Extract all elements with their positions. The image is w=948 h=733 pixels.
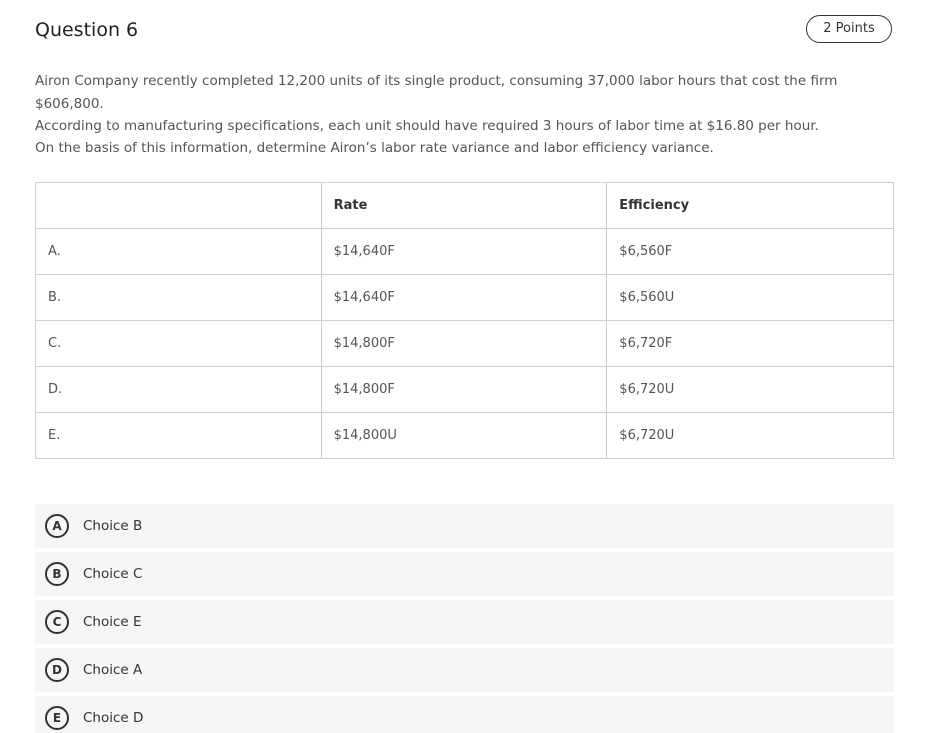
table-header-label (36, 183, 322, 229)
row-label: C. (36, 321, 322, 367)
question-title: Question 6 (35, 19, 139, 41)
efficiency-cell: $6,560U (607, 275, 894, 321)
choice-label: Choice E (83, 614, 142, 630)
row-label: D. (36, 367, 322, 413)
rate-cell: $14,640F (321, 275, 607, 321)
question-instruction: On the basis of this information, determine Airon’s labor rate variance and labor efficiency variance. (35, 140, 714, 156)
answer-table (35, 182, 894, 459)
efficiency-cell: $6,720U (607, 367, 894, 413)
rate-cell: $14,800F (321, 367, 607, 413)
rate-cell: $14,640F (321, 229, 607, 275)
table-row (36, 367, 894, 413)
rate-cell: $14,800U (321, 413, 607, 459)
answer-choices (35, 504, 894, 733)
choice-option-e[interactable] (35, 696, 894, 733)
table-row (36, 229, 894, 275)
table-header-rate: Rate (321, 183, 607, 229)
efficiency-cell: $6,720U (607, 413, 894, 459)
efficiency-cell: $6,720F (607, 321, 894, 367)
prompt-line-2: According to manufacturing specifications, each unit should have required 3 hours of labor time at $16.80 per hour. (35, 118, 819, 134)
choice-letter-badge: E (45, 706, 69, 730)
table-header-row (36, 183, 894, 229)
table-row (36, 275, 894, 321)
choice-label: Choice D (83, 710, 144, 726)
choice-option-d[interactable] (35, 648, 894, 692)
table-header-efficiency: Efficiency (607, 183, 894, 229)
choice-letter-badge: C (45, 610, 69, 634)
choice-option-c[interactable] (35, 600, 894, 644)
row-label: E. (36, 413, 322, 459)
choice-option-a[interactable] (35, 504, 894, 548)
row-label: B. (36, 275, 322, 321)
choice-label: Choice B (83, 518, 143, 534)
efficiency-cell: $6,560F (607, 229, 894, 275)
table-row (36, 321, 894, 367)
choice-label: Choice A (83, 662, 143, 678)
choice-letter-badge: A (45, 514, 69, 538)
choice-letter-badge: D (45, 658, 69, 682)
choice-label: Choice C (83, 566, 143, 582)
row-label: A. (36, 229, 322, 275)
table-row (36, 413, 894, 459)
points-badge: 2 Points (806, 15, 892, 43)
prompt-line-1: Airon Company recently completed 12,200 units of its single product, consuming 37,000 labor hours that cost the firm $606,800. (35, 73, 838, 112)
choice-option-b[interactable] (35, 552, 894, 596)
question-prompt (35, 70, 905, 138)
rate-cell: $14,800F (321, 321, 607, 367)
choice-letter-badge: B (45, 562, 69, 586)
